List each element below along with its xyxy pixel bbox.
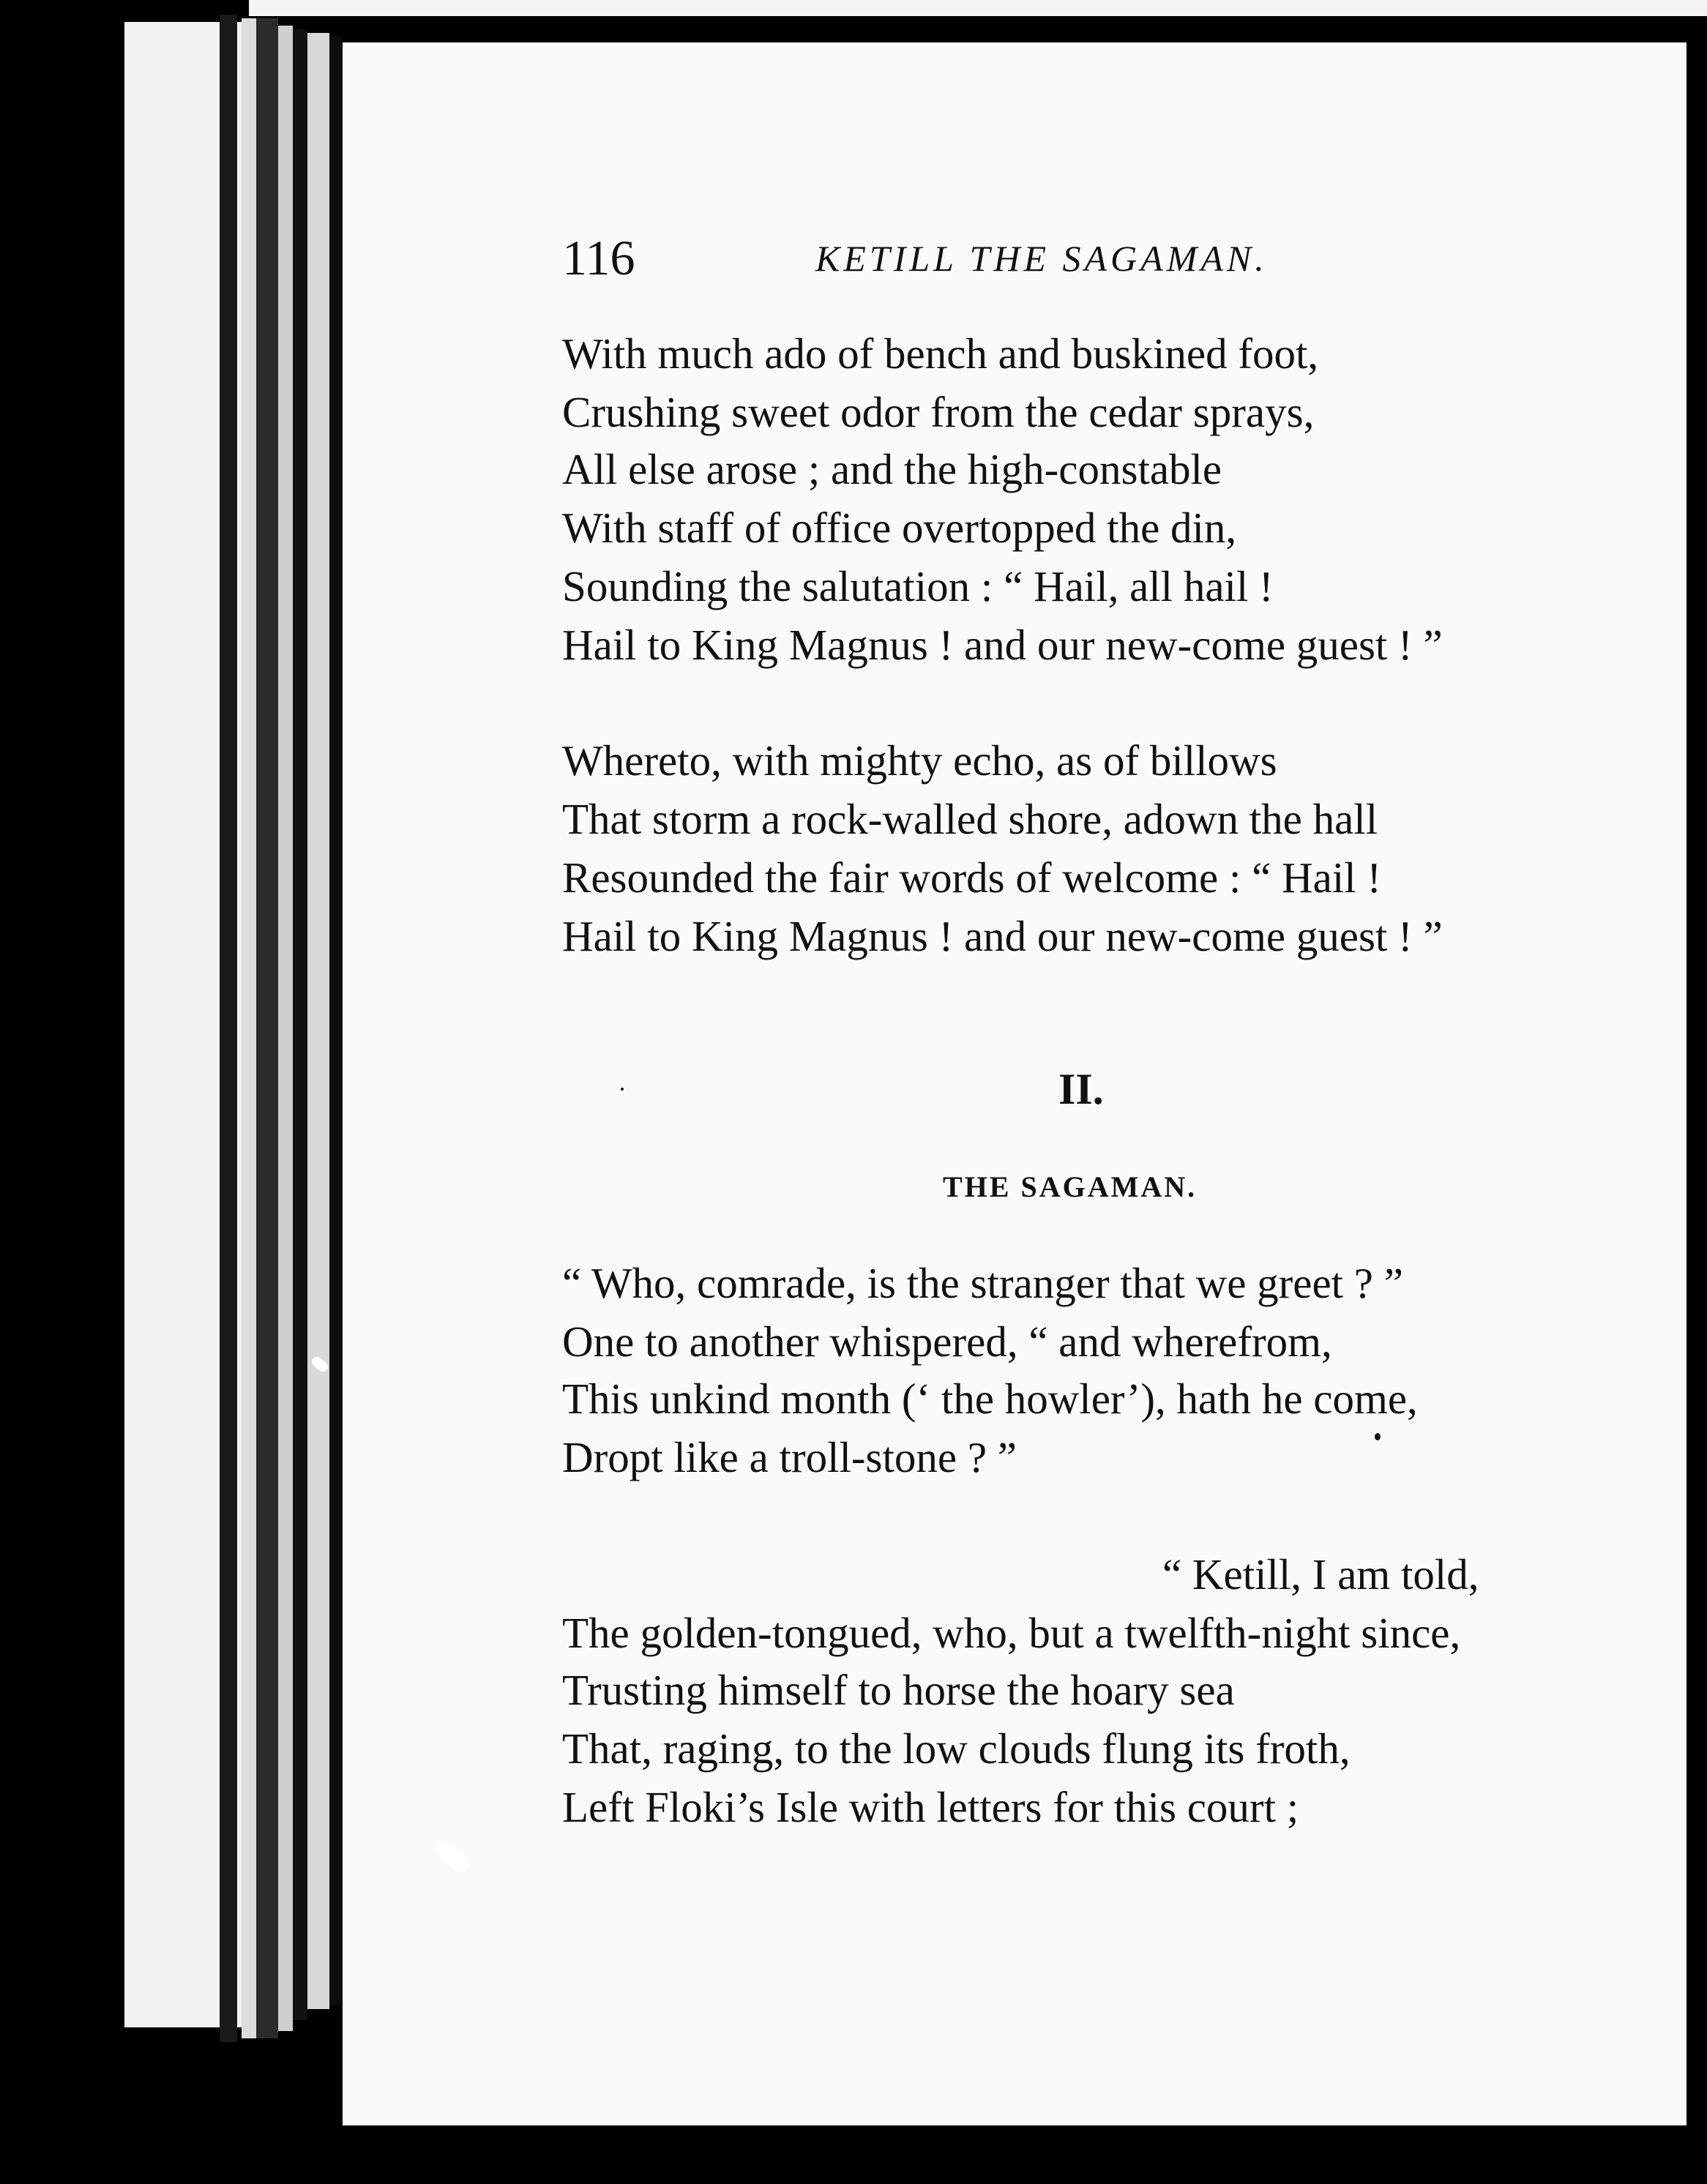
verse-line: That storm a rock-walled shore, adown the hall [562, 795, 1378, 843]
stacked-page-edge [278, 26, 293, 2031]
stacked-page-edge [329, 37, 341, 2005]
stacked-page-edge [220, 15, 237, 2042]
verse-line: Crushing sweet odor from the cedar sprays, [562, 388, 1315, 436]
verse-line: Whereto, with mighty echo, as of billows [562, 736, 1277, 785]
ink-speck [621, 1088, 624, 1091]
page-header [562, 228, 1426, 287]
running-title: KETILL THE SAGAMAN. [815, 238, 1268, 279]
verse-line: That, raging, to the low clouds flung its froth, [562, 1724, 1351, 1773]
verse-line: Left Floki’s Isle with letters for this court ; [562, 1783, 1299, 1831]
page-number: 116 [562, 230, 635, 285]
verse-line: The golden-tongued, who, but a twelfth-night since, [562, 1609, 1461, 1657]
verse-line: Sounding the salutation : “ Hail, all hail ! [562, 562, 1274, 610]
verse-line: Trusting himself to horse the hoary sea [562, 1666, 1235, 1714]
stacked-page-edge [307, 33, 329, 2009]
stacked-page-edge [242, 18, 256, 2038]
verse-line: “ Who, comrade, is the stranger that we greet ? ” [562, 1259, 1403, 1307]
verse-line: One to another whispered, “ and wherefrom, [562, 1317, 1332, 1366]
ink-speck [1375, 1433, 1381, 1440]
verse-line: Resounded the fair words of welcome : “ Hail ! [562, 853, 1382, 902]
verse-line: “ Ketill, I am told, [1162, 1550, 1479, 1598]
stacked-page-edge [293, 29, 307, 2020]
verse-line: All else arose ; and the high-constable [562, 445, 1222, 493]
verse-line: With much ado of bench and buskined foot, [562, 329, 1319, 378]
verse-line: With staff of office overtopped the din, [562, 504, 1237, 552]
section-title: THE SAGAMAN. [943, 1170, 1198, 1203]
stacked-page-edge [256, 18, 278, 2038]
section-number: II. [1058, 1065, 1104, 1113]
verse-line: Hail to King Magnus ! and our new-come guest ! ” [562, 912, 1443, 960]
verse-line: Hail to King Magnus ! and our new-come guest ! ” [562, 621, 1443, 669]
verse-line: Dropt like a troll-stone ? ” [562, 1433, 1017, 1481]
verse-line: This unkind month (‘ the howler’), hath he come, [562, 1375, 1418, 1423]
top-page-edge [249, 0, 1707, 16]
